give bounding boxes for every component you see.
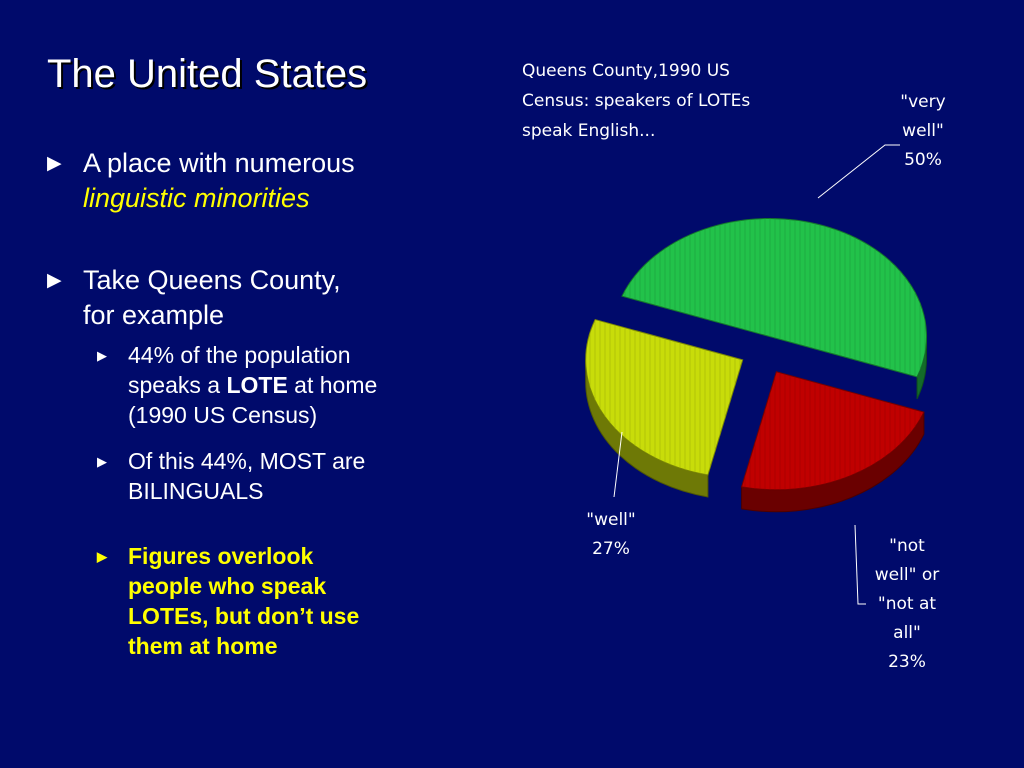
- pie-label-line: "well": [586, 510, 636, 530]
- bullet-line: for example: [83, 300, 225, 330]
- sub-bullet-text: speaks a: [128, 372, 227, 398]
- pie-slice-well: [586, 320, 743, 475]
- pie-label-line: "very: [900, 92, 946, 112]
- pie-label-line: all": [893, 623, 921, 643]
- sub-bullet-text: at home: [287, 372, 378, 398]
- pie-label-value: 23%: [888, 652, 926, 672]
- pie-label-line: well" or: [874, 565, 940, 585]
- pie-label-not-well: [862, 532, 952, 677]
- bullet-highlight-line: linguistic minorities: [83, 183, 310, 213]
- slide-title: The United States: [47, 52, 368, 96]
- pie-label-line: "not at: [877, 594, 937, 614]
- sub-bullet-arrow-icon: ▶: [97, 549, 107, 564]
- pie-label-well: [573, 506, 649, 564]
- sub-bullet-line: Figures overlook: [128, 543, 314, 569]
- sub-bullet-line: LOTEs, but don’t use: [128, 603, 360, 629]
- lote-term: LOTE: [226, 372, 288, 398]
- chart-title-line: Census: speakers of LOTEs: [522, 91, 751, 111]
- bullet-arrow-icon: ▶: [47, 270, 62, 291]
- sub-bullet-line: Of this 44%, MOST are: [128, 448, 366, 474]
- pie-label-line: "not: [889, 536, 925, 556]
- chart-title-line: Queens County,1990 US: [522, 61, 730, 81]
- bullet-arrow-icon: ▶: [47, 153, 62, 174]
- sub-bullet-line: people who speak: [128, 573, 327, 599]
- pie-label-value: 27%: [592, 539, 630, 559]
- pie-slice-not-well: [742, 372, 924, 490]
- sub-bullet-arrow-icon: ▶: [97, 454, 107, 469]
- sub-bullet-arrow-icon: ▶: [97, 348, 107, 363]
- sub-bullet-line: them at home: [128, 633, 278, 659]
- sub-bullet-line: BILINGUALS: [128, 478, 264, 504]
- pie-label-very-well: [888, 88, 958, 175]
- bullet-line: Take Queens County,: [83, 265, 341, 295]
- chart-title-line: speak English...: [522, 121, 656, 141]
- pie-label-line: well": [902, 121, 944, 141]
- sub-bullet-line: 44% of the population: [128, 342, 351, 368]
- bullet-line: A place with numerous: [83, 148, 355, 178]
- sub-bullet-line: (1990 US Census): [128, 402, 318, 428]
- pie-label-value: 50%: [904, 150, 942, 170]
